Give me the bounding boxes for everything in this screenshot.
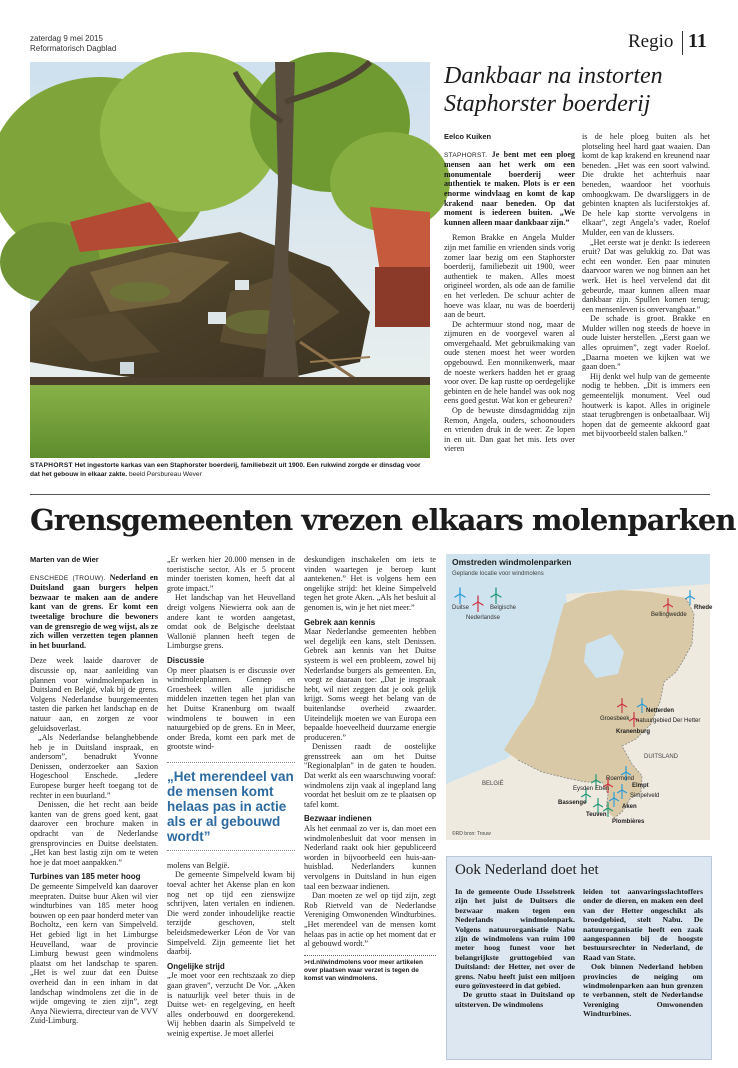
article2-paragraph: Op meer plaatsen is er discussie over windmolenplannen. Gennep en Groesbeek willen alle juridische middelen inzetten tegen het plan van het Duitse Kranenburg om twaalf windmolens te bouwen in een natuurgebied op de grens. En in Meer, onder Breda, komt een park met de grootste wind- — [167, 665, 295, 752]
headline-line-1: Dankbaar na instorten — [444, 63, 663, 89]
article2-col-1 — [30, 555, 158, 1050]
label-teuven: Teuven — [586, 812, 607, 818]
article1-paragraph: Hij denkt wel hulp van de gemeente nodig te hebben. „Dit is immers een gemeentelijk monument. Veel oud houtwerk is kapot. Alles in originele staat terugbrengen is onbetaalbaar. Wij hopen dat de gemeente akkoord gaat met bijvoorbeeld stalen balken.” — [582, 371, 710, 439]
article1-lead: STAPHORST. Je bent met een ploeg mensen aan het werk om een monumentale boerderij weer authentiek te maken. Plots is er een enorme windvlaag en komt de kap krakend naar beneden. Op dat moment is iedereen buiten. „We kunnen alleen maar dankbaar zijn.” — [444, 149, 575, 227]
label-plombieres: Plombières — [612, 819, 645, 825]
legend-nederlandse: Nederlandse — [466, 615, 501, 621]
article2-paragraph: Denissen raadt de oostelijke grensstreek aan om het Duitse "Regionalplan" in de gaten te houden. Dat werkt als een waarschuwing vooraf: windmolens zijn vaak al ingepland lang voordat het besluit om ze te plaatsen op tafel komt. — [304, 742, 436, 809]
article1-paragraph: De achtermuur stond nog, maar de zijmuren en de voorgevel waren al omvergehaald. Met gebruikmaking van oude stenen moest het weer worden opgebouwd. Een monnikenwerk, maar de noeste werkers hadden het er graag voor over. De kap rustte op oerdegelijke gebinten en de hele handel was ook nog eens goed gestut. Wat kon er gebeuren? — [444, 319, 575, 406]
box-paragraph: Ook binnen Nederland hebben provincies de neiging om windmolenparken aan hun grenzen te verbannen, stelt de Nederlandse Vereniging Omwonenden Windturbines. — [583, 962, 703, 1019]
farmhouse-photo — [30, 62, 430, 458]
label-belgie: BELGIË — [482, 781, 504, 787]
article1-paragraph: De schade is groot. Brakke en Mulder willen nog steeds de hoeve in oude luister herstellen. „Eerst gaan we alles opruimen”, zegt vader Roelof. „Daarna moeten we kijken wat we gaan doen.” — [582, 314, 710, 372]
page-date: zaterdag 9 mei 2015 — [30, 34, 103, 43]
article2-paragraph: De gemeente Simpelveld kwam bij toeval achter het Akense plan en kon nog net op tijd een zienswijze schrijven, laten vertalen en indienen. Die werd zonder inhoudelijke reactie terzijde geschoven, stelt beleidsmedewerker Léon de Vor van Simpelveld. Zijn gemeente liet het daarbij. — [167, 870, 295, 957]
article1-paragraph: „Het eerste wat je denkt: Is iedereen eruit? Dat was gelukkig zo. Dat was echt een wonder. Een paar minuten daarvoor waren we nog binnen aan het werk. Het is heel vervelend dat dit gebeurde, maar kunnen alleen maar dankbaar zijn. Spullen komen terug; een mensenleven is onvervangbaar.” — [582, 237, 710, 314]
article2-paragraph: Denissen, die het recht aan beide kanten van de grens goed kent, gaat daarover een brochure maken in opdracht van de Nederlandse grensprovincies en Duitse deelstaten. „Het kan best lastig zijn om te weten hoe je dat moet aanpakken.” — [30, 800, 158, 867]
article2-lead: ENSCHEDE (TROUW). Nederland en Duitsland gaan burgers helpen bezwaar te maken aan de andere kant van de grens. Er komt een tweetalige brochure die bewoners van de grensregio de weg wijst, als ze zich willen verzetten tegen plannen in het buurland. — [30, 572, 159, 650]
map-subtitle: Geplande locatie voor windmolens — [452, 571, 544, 577]
photo-caption — [30, 462, 430, 479]
article2-subhead: Ongelijke strijd — [167, 961, 225, 971]
article2-paragraph: „Als Nederlandse belanghebbende heb je in Duitsland inspraak, en andersom”, benadrukt Yvonne Denissen, onderzoeker aan Saxion Hogeschool Enschede. „Iedere Europese burger heeft toegang tot de rechter in een buurland.” — [30, 733, 158, 800]
article2-paragraph: Het landschap van het Heuvelland dreigt volgens Niewierra ook aan de andere kant te worden aangetast, omdat ook de Belgische deelstaat Wallonië plannen heeft tegen de Limburgse grens. — [167, 593, 295, 651]
page-number: 11 — [688, 30, 707, 52]
box-paragraph: In de gemeente Oude IJsselstreek zijn het juist de Duitsers die bezwaar maken tegen een Nederlands windmolenpark. Volgens natuurorganisatie Nabu zijn de windmolens van ruim 100 meter hoog funest voor het belangrijkste gruttogebied van Duitsland: der Hetter, net over de grens. Nabu heeft juist een miljoen euro geïnvesteerd in dat gebied. — [455, 887, 575, 991]
box-title: Ook Nederland doet het — [455, 862, 599, 878]
label-groesbeek: Groesbeek — [600, 716, 630, 722]
box-col-1 — [455, 887, 575, 1057]
box-col-2 — [583, 887, 703, 1057]
article2-paragraph: „Er werken hier 20.000 mensen in de toeristische sector. Als er 5 procent minder toeristen komen, heeft dat al grote impact.” — [167, 555, 295, 593]
paper-name: Reformatorisch Dagblad — [30, 44, 117, 53]
article2-headline: Grensgemeenten vrezen elkaars molenparken — [30, 503, 736, 537]
section-title: Regio — [628, 31, 674, 52]
article2-col-2 — [167, 555, 295, 1050]
article2-subhead: Bezwaar indienen — [304, 814, 372, 824]
pullquote-box — [167, 762, 295, 851]
legend-duitse: Duitse — [452, 605, 470, 611]
legend-belgische: Belgische — [490, 605, 517, 611]
article2-subhead: Gebrek aan kennis — [304, 617, 376, 627]
article1-paragraph: is de hele ploeg buiten als het plotseling heel hard gaat waaien. Dan komt de kap krakend en kreunend naar beneden. „Het was een soort valwind. Die drukte het achterhuis naar beneden, waardoor het voorhuis omhoogkwam. De dwarsliggers in de gebinten knapten als luciferstokjes af. De hele kap stortte vervolgens in elkaar”, zegt Angela’s vader, Roelof Mulder, een van de klussers. — [582, 132, 710, 237]
caption-credit: beeld Persbureau Wever — [128, 470, 202, 478]
article2-subhead: Discussie — [167, 655, 205, 665]
label-roermond: Roermond — [606, 776, 635, 782]
box-paragraph: leiden tot aanvaringsslachtoffers onder de dieren, en maken een deel van der Hetter ongeschikt als broedgebied, stelt Nabu. De natuurorganisatie heeft een zaak aangespannen bij de hoogste bestuursrechter in Nederland, de Raad van State. — [583, 887, 703, 962]
caption-kicker: STAPHORST — [30, 462, 73, 469]
label-aken: Aken — [622, 804, 637, 810]
label-eysden: Eysden — [573, 786, 594, 792]
caption-text: Het ingestorte karkas van een Staphorster boerderij, familiebezit uit 1900. Een rukwind zorgde er dinsdag voor dat het gebouw in elkaar zakte. — [30, 462, 421, 478]
article2-paragraph: De gemeente Simpelveld kan daarover meepraten. Duitse buur Aken wil vier windturbines van 185 meter hoog bouwen op een paar honderd meter van Bocholtz, een kern van Simpelveld. Het gebied ligt in het Limburgse Heuvelland, waar de provincie Limburg bewust geen windmolens plaatst om het landschap te sparen. „Het is wel zuur dat een Duitse overheid dan in een inham in dat landschap windmolens zet die in de wijde omgeving te zien zijn”, zegt Anya Niewierra, directeur van de VVV Zuid-Limburg. — [30, 882, 158, 1026]
article2-paragraph: Maar Nederlandse gemeenten hebben wel degelijk een kans, stelt Denissen. Gebrek aan kennis van het Duitse systeem is wel een probleem, zowel bij Nederlandse burgers als gemeenten. En, voegt ze daaraan toe: „Dat je inspraak hebt, wil niet zeggen dat je ook gelijk krijgt. Soms weegt het belang van de buitenlandse overheid zwaarder. Uiteindelijk moeten we van Europa een bepaalde hoeveelheid duurzame energie produceren.” — [304, 627, 436, 742]
article1-paragraph: Op de bewuste dinsdagmiddag zijn Remon, Angela, ouders, schoonouders en vrienden druk in de weer. Ze lopen in en uit. Dan gaat het mis. Iets over vieren — [444, 406, 575, 454]
label-elmpt: Elmpt — [632, 783, 649, 789]
label-simpelveld: Simpelveld — [630, 793, 660, 799]
headline-line-2: Staphorster boerderij — [444, 91, 651, 117]
pullquote: „Het merendeel van de mensen komt helaas pas in actie als er al gebouwd wordt” — [167, 768, 294, 844]
article1-headline — [444, 62, 663, 118]
label-rhede: Rhede — [694, 605, 713, 611]
article2-paragraph: molens van België. — [167, 860, 230, 870]
label-kranenburg: Kranenburg — [616, 729, 651, 735]
label-bellingwedde: Bellingwedde — [651, 612, 687, 618]
article2-paragraph: Dan moeten ze wel op tijd zijn, zegt Rob Rietveld van de Nederlandse Vereniging Omwonenden Windturbines. „Het merendeel van de mensen komt helaas pas in actie op het moment dat er al gebouwd wordt.” — [304, 891, 436, 949]
header-divider — [682, 31, 683, 55]
article2-paragraph: Deze week laaide daarover de discussie op, naar aanleiding van plannen voor windmolenparken in Duitsland en België, vlak bij de grens. Volgens Nederlandse buurgemeenten tasten die parken het landschap en de natuur aan, en zorgen ze voor geluidsoverlast. — [30, 656, 158, 733]
label-hetter: natuurgebied Der Hetter — [636, 718, 701, 724]
label-eben: Eben — [595, 786, 610, 792]
article2-subhead: Turbines van 185 meter hoog — [30, 872, 141, 882]
article2-author: Marten van de Wier — [30, 555, 99, 564]
article1-paragraph: Remon Brakke en Angela Mulder zijn met familie en vrienden sinds vorig zomer laar bezig om een Staphorster boerderij, familiebezit uit 1900, weer authentiek te maken. Alles moest origineel worden, als ode aan de familie en het verleden. De schuur achter de hoeve was klaar, nu was de boerderij aan de beurt. — [444, 233, 575, 320]
map-title: Omstreden windmolenparken — [452, 557, 572, 567]
map-source: ©RD bron: Trouw — [452, 831, 491, 837]
article2-paragraph: deskundigen inschakelen om iets te vinden waartegen je beroep kunt aantekenen.” Het is volgens hem een ongelijke strijd: het kleine Simpelveld tegen het grote Aken. „Als het besluit al genomen is, win je het niet meer.” — [304, 555, 436, 612]
windmill-map — [446, 554, 713, 840]
label-bassenge: Bassenge — [558, 800, 587, 806]
article2-paragraph: „Je moet voor een rechtszaak zo diep gaan graven”, verzucht De Vor. „Aken is natuurlijk veel beter thuis in de Duitse wet- en regelgeving, en heeft alles onderbouwd en doorgerekend. Wij hebben daarin als Simpelveld te weinig expertise. Je moet allerlei — [167, 971, 295, 1038]
section-divider — [30, 494, 710, 495]
article2-footnote: >rd.nl/windmolens voor meer artikelen over plaatsen waar verzet is tegen de komst van windmolens. — [304, 955, 436, 983]
article1-author: Eelco Kuiken — [444, 132, 492, 141]
article1-col-1 — [444, 132, 575, 482]
label-netterden: Netterden — [646, 708, 675, 714]
article2-col-3 — [304, 555, 436, 1050]
box-paragraph: De grutto staat in Duitsland op uitsterven. De windmolens — [455, 990, 575, 1009]
sidebar-box — [446, 856, 712, 1060]
article2-paragraph: Als het eenmaal zo ver is, dan moet een windmolenbesluit dat voor mensen in Nederland raakt ook hier gepubliceerd worden in bijvoorbeeld een huis-aan-huisblad. Nederlanders kunnen vervolgens in Duitsland in hun eigen taal een bezwaar indienen. — [304, 824, 436, 891]
article1-col-2 — [582, 132, 710, 482]
label-duitsland: DUITSLAND — [644, 754, 679, 760]
